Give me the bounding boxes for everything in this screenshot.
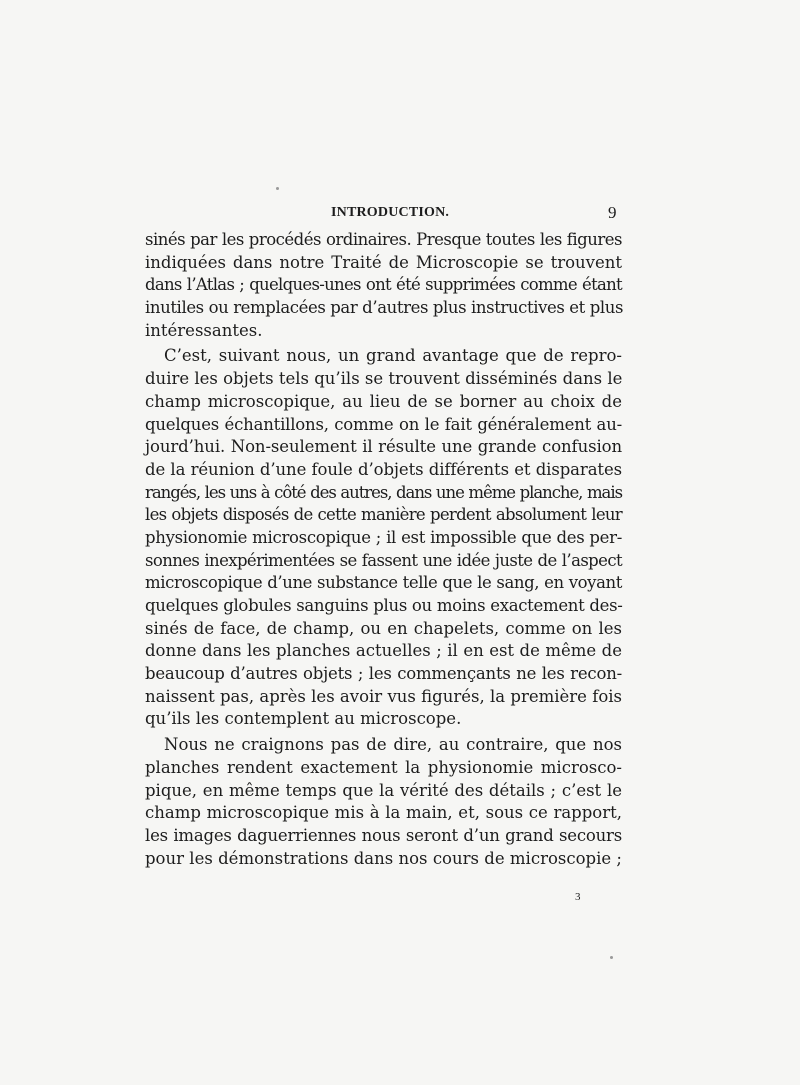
body-text <box>145 229 622 870</box>
text-line: sinés de face, de champ, ou en chapelets, comme on les <box>145 618 622 638</box>
text-line: physionomie microscopique ; il est impossible que des per- <box>145 527 622 547</box>
paragraph-1 <box>145 229 622 342</box>
paper-speck <box>276 187 279 190</box>
text-line: sinés par les procédés ordinaires. Presque toutes les figures <box>145 230 622 249</box>
signature-mark: 3 <box>575 891 581 903</box>
text-line: duire les objets tels qu’ils se trouvent disséminés dans le <box>145 369 623 389</box>
page-number: 9 <box>608 203 617 222</box>
text-line: C’est, suivant nous, un grand avantage que de repro- <box>164 346 622 366</box>
text-line: planches rendent exactement la physionomie microsco- <box>145 757 622 777</box>
text-line: jourd’hui. Non-seulement il résulte une grande confusion <box>145 437 622 457</box>
text-line: de la réunion d’une foule d’objets différents et disparates <box>145 459 622 479</box>
text-line: rangés, les uns à côté des autres, dans une même planche, mais <box>145 482 622 502</box>
paragraph-2 <box>145 345 622 731</box>
running-title: INTRODUCTION. <box>331 205 450 220</box>
text-line: pique, en même temps que la vérité des détails ; c’est le <box>145 780 622 800</box>
text-line: les images daguerriennes nous seront d’un grand secours <box>145 825 622 845</box>
text-line: quelques globules sanguins plus ou moins exactement des- <box>145 596 623 615</box>
paragraph-3 <box>145 734 622 870</box>
text-line: beaucoup d’autres objets ; les commençants ne les recon- <box>145 664 622 684</box>
paper-speck <box>610 956 613 959</box>
text-line: donne dans les planches actuelles ; il en est de même de <box>145 641 622 661</box>
text-line: intéressantes. <box>145 320 263 340</box>
text-line: champ microscopique mis à la main, et, sous ce rapport, <box>145 803 622 823</box>
text-line: dans l’Atlas ; quelques-unes ont été supprimées comme étant <box>145 275 622 295</box>
text-line: pour les démonstrations dans nos cours de microscopie ; <box>145 848 622 868</box>
text-line: les objets disposés de cette manière perdent absolument leur <box>145 505 622 525</box>
text-line: qu’ils les contemplent au microscope. <box>145 709 462 729</box>
text-line: Nous ne craignons pas de dire, au contraire, que nos <box>164 735 622 755</box>
text-line: sonnes inexpérimentées se fassent une idée juste de l’aspect <box>145 550 622 570</box>
text-line: naissent pas, après les avoir vus figurés, la première fois <box>145 686 622 706</box>
text-line: champ microscopique, au lieu de se borner au choix de <box>145 391 622 411</box>
text-line: inutiles ou remplacées par d’autres plus instructives et plus <box>145 298 624 318</box>
text-line: indiquées dans notre Traité de Microscopie se trouvent <box>145 252 622 272</box>
text-line: microscopique d’une substance telle que le sang, en voyant <box>145 573 622 593</box>
text-line: quelques échantillons, comme on le fait généralement au- <box>145 414 622 434</box>
